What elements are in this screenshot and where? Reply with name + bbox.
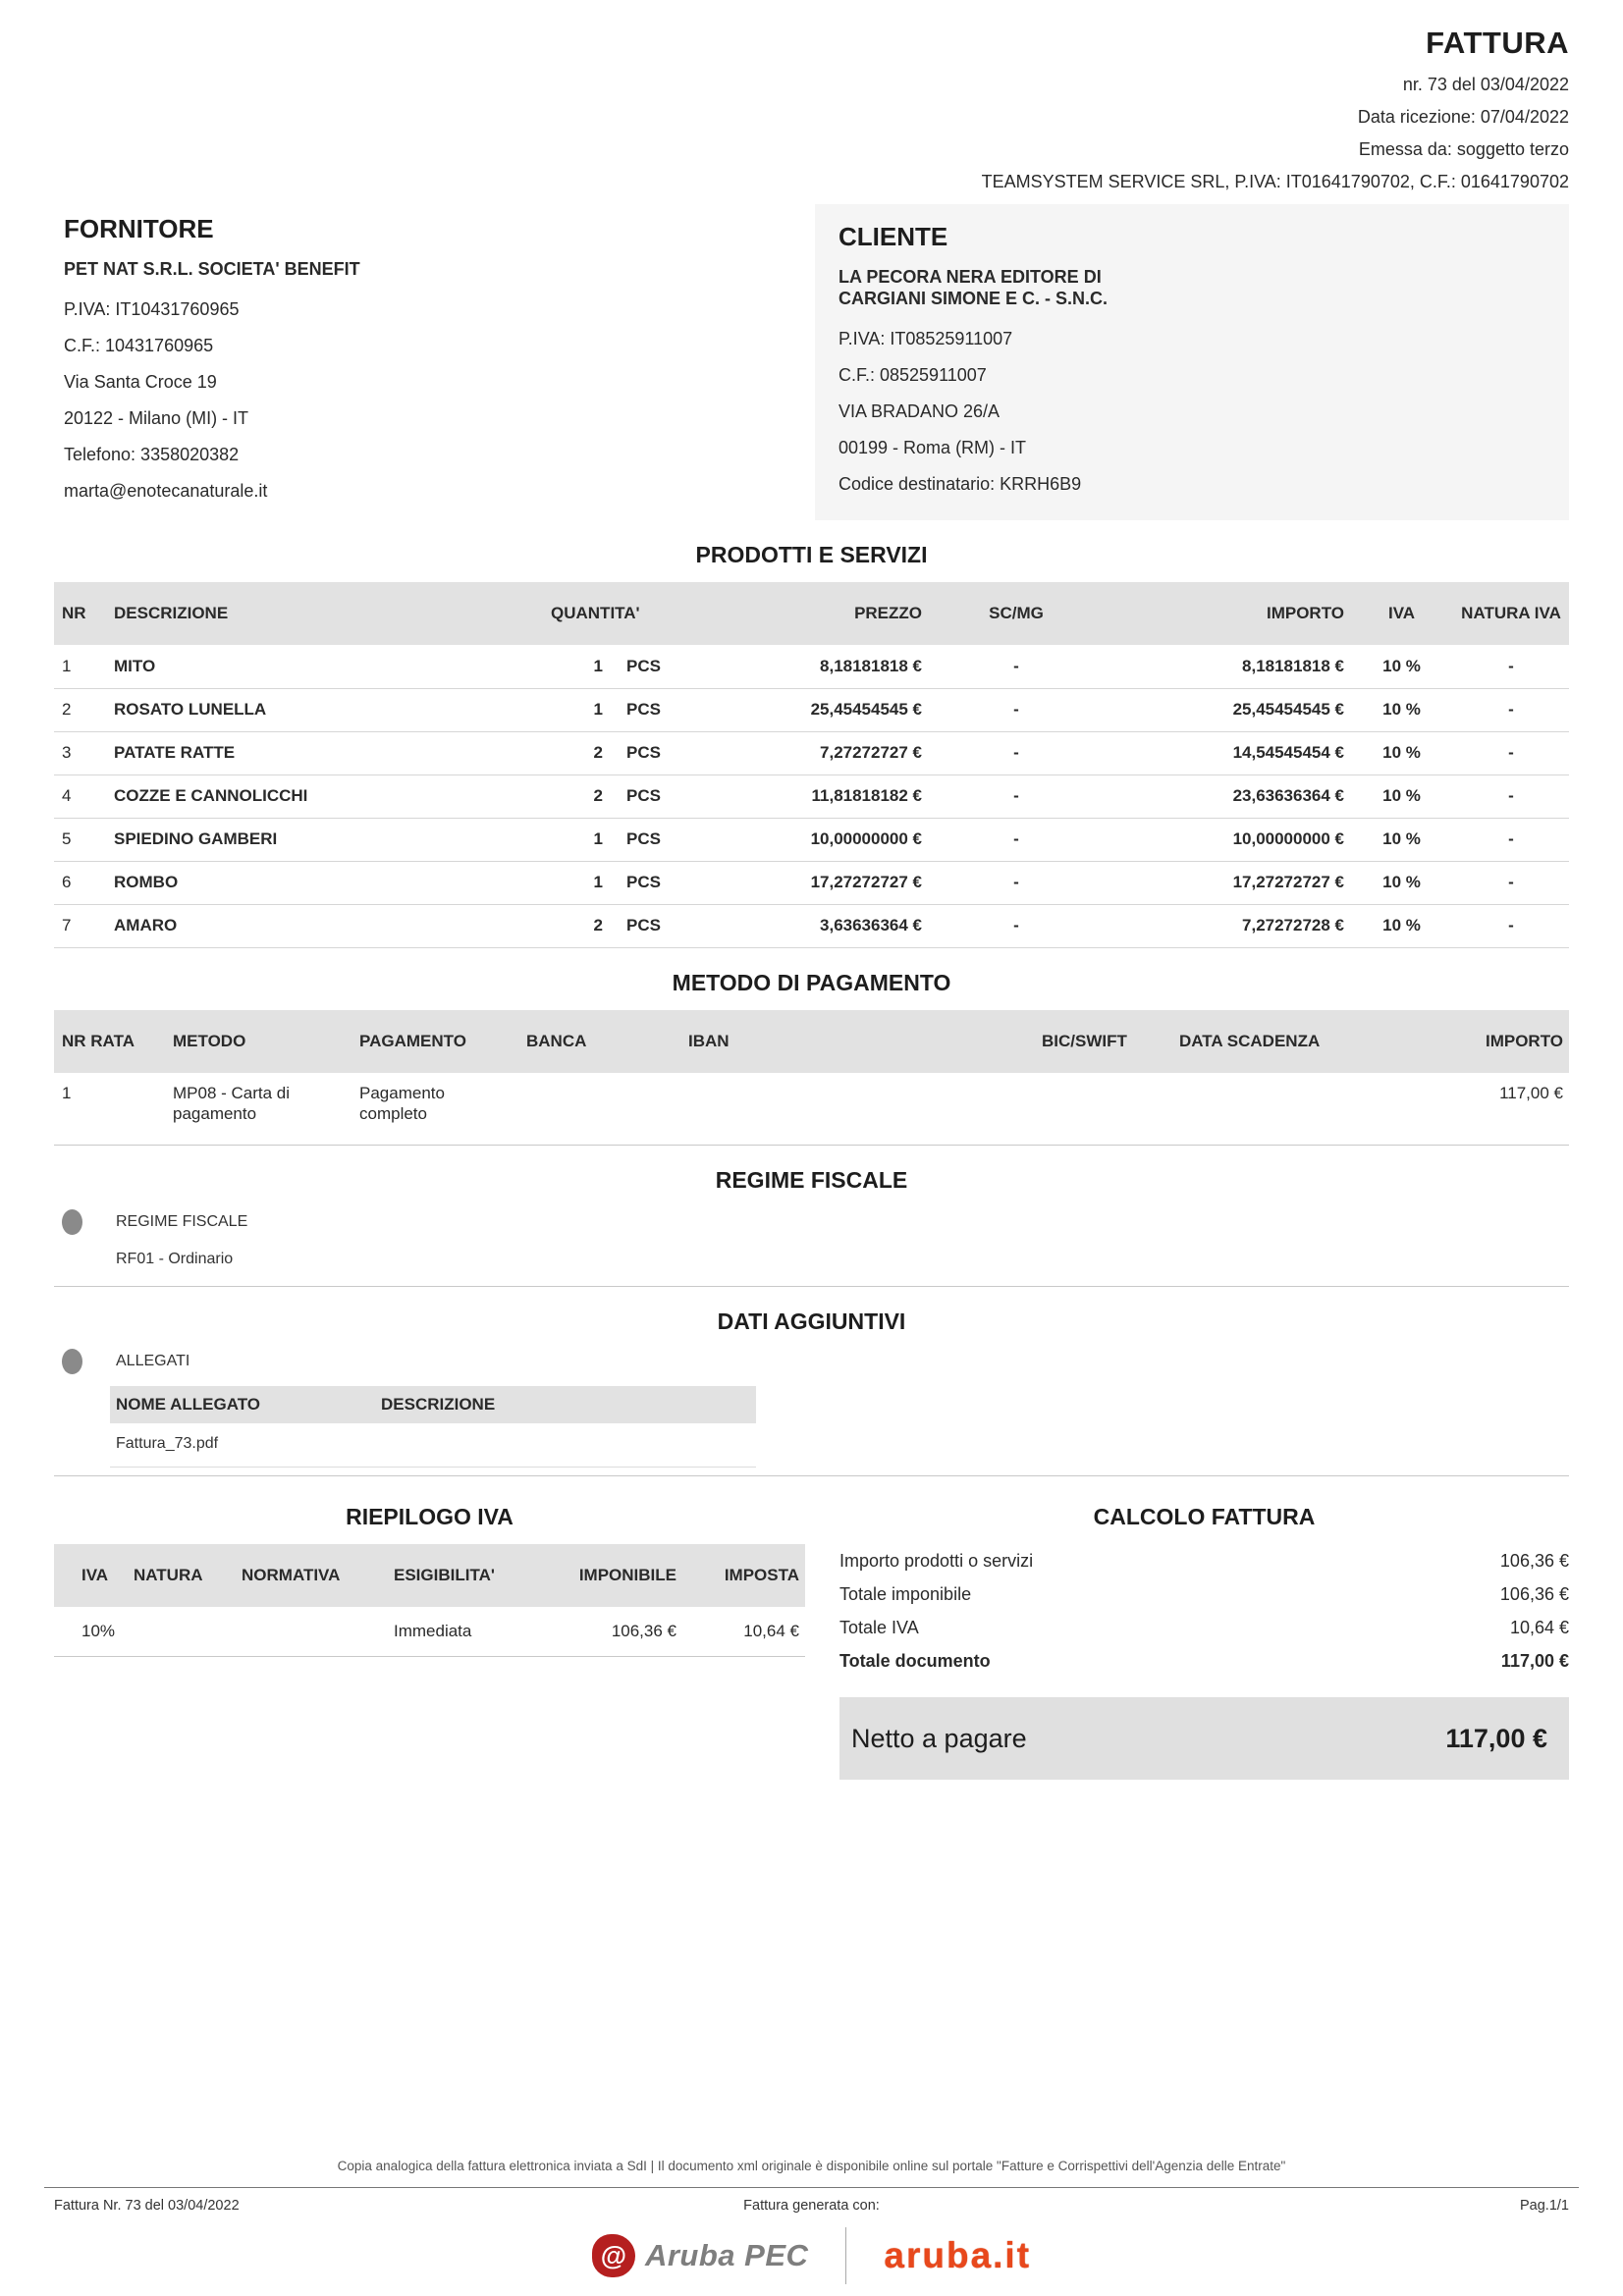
cell-iva: 10 %	[1350, 904, 1453, 947]
col-riep-imposta: IMPOSTA	[682, 1544, 805, 1607]
riepilogo-table	[54, 1544, 805, 1657]
page-footer	[0, 2159, 1623, 2290]
cell-um: PCS	[609, 731, 702, 774]
divider	[54, 1286, 1569, 1287]
col-quantita: QUANTITA'	[545, 582, 702, 645]
calc-value: 106,36 €	[1499, 1551, 1569, 1571]
netto-value: 117,00 €	[1445, 1723, 1547, 1753]
cell-nr: 3	[54, 731, 108, 774]
cell-importo: 10,00000000 €	[1105, 818, 1350, 861]
products-table	[54, 582, 1569, 948]
cell-riep-imposta: 10,64 €	[682, 1607, 805, 1656]
riepilogo-block	[54, 1486, 805, 1780]
dati-section-title: DATI AGGIUNTIVI	[717, 1308, 906, 1334]
col-iva: IVA	[1350, 582, 1453, 645]
cell-qta: 2	[545, 774, 609, 818]
fornitore-address: Via Santa Croce 19	[64, 372, 217, 392]
cell-scadenza	[1173, 1073, 1370, 1146]
cell-nr: 6	[54, 861, 108, 904]
cell-nr: 4	[54, 774, 108, 818]
cliente-codice-destinatario: Codice destinatario: KRRH6B9	[839, 474, 1082, 494]
cell-iva: 10 %	[1350, 645, 1453, 688]
cliente-block	[815, 204, 1569, 520]
calc-row-totale-iva	[839, 1611, 1569, 1644]
fornitore-city: 20122 - Milano (MI) - IT	[64, 408, 249, 428]
cliente-name: LA PECORA NERA EDITORE DI CARGIANI SIMONE E C. - S.N.C.	[839, 267, 1109, 308]
products-header-row	[54, 582, 1569, 645]
col-riep-normativa: NORMATIVA	[236, 1544, 388, 1607]
table-row	[54, 861, 1569, 904]
footer-page-number: Pag.1/1	[1520, 2198, 1569, 2214]
cell-nr: 5	[54, 818, 108, 861]
cell-bic	[1036, 1073, 1173, 1146]
issued-by-line: Emessa da: soggetto terzo	[1358, 139, 1569, 159]
cliente-title: CLIENTE	[839, 222, 948, 251]
calcolo-title: CALCOLO FATTURA	[1093, 1504, 1316, 1529]
payment-table	[54, 1010, 1569, 1147]
cell-qta: 2	[545, 904, 609, 947]
footer-disclaimer: Copia analogica della fattura elettronica inviata a SdI | Il documento xml originale è disponibile online sul portale "Fatture e Corrispettivi dell'Agenzia delle Entrate"	[337, 2159, 1286, 2173]
cell-riep-natura	[128, 1607, 236, 1656]
footer-invoice-ref: Fattura Nr. 73 del 03/04/2022	[54, 2198, 240, 2214]
col-riep-imponibile: IMPONIBILE	[550, 1544, 682, 1607]
cliente-cf: C.F.: 08525911007	[839, 365, 987, 385]
intermediary-line: TEAMSYSTEM SERVICE SRL, P.IVA: IT01641790702, C.F.: 01641790702	[981, 172, 1569, 191]
parties-section	[54, 204, 1569, 520]
doc-title: FATTURA	[1426, 26, 1569, 60]
cell-qta: 1	[545, 861, 609, 904]
cliente-address: VIA BRADANO 26/A	[839, 401, 1001, 421]
col-importo-pagamento: IMPORTO	[1370, 1010, 1569, 1073]
cell-importo: 25,45454545 €	[1105, 688, 1350, 731]
cell-natura: -	[1453, 688, 1569, 731]
col-nr-rata: NR RATA	[54, 1010, 167, 1073]
cell-scmg: -	[928, 861, 1105, 904]
cell-riep-iva: 10%	[54, 1607, 128, 1656]
cell-um: PCS	[609, 904, 702, 947]
riepilogo-title: RIEPILOGO IVA	[346, 1504, 514, 1529]
products-section-title: PRODOTTI E SERVIZI	[695, 542, 928, 567]
attachments-header-row	[110, 1386, 756, 1423]
cell-descrizione: PATATE RATTE	[108, 731, 545, 774]
cell-nr: 1	[54, 645, 108, 688]
col-riep-natura: NATURA	[128, 1544, 236, 1607]
cell-prezzo: 7,27272727 €	[702, 731, 928, 774]
col-descrizione-allegato: DESCRIZIONE	[375, 1386, 756, 1423]
calc-row-totale-documento	[839, 1644, 1569, 1678]
col-pagamento: PAGAMENTO	[353, 1010, 520, 1073]
cell-iban	[682, 1073, 1036, 1146]
cell-natura: -	[1453, 818, 1569, 861]
cell-natura: -	[1453, 645, 1569, 688]
cell-descrizione: ROSATO LUNELLA	[108, 688, 545, 731]
table-row	[54, 645, 1569, 688]
cell-iva: 10 %	[1350, 688, 1453, 731]
table-row	[54, 904, 1569, 947]
cell-um: PCS	[609, 688, 702, 731]
footer-logos	[0, 2221, 1623, 2290]
cell-nr-rata: 1	[54, 1073, 167, 1146]
calc-value: 10,64 €	[1509, 1618, 1569, 1637]
bottom-section	[54, 1486, 1569, 1780]
calc-label: Totale documento	[839, 1651, 991, 1671]
cell-um: PCS	[609, 818, 702, 861]
footer-generated-with: Fattura generata con:	[743, 2198, 880, 2214]
cell-scmg: -	[928, 904, 1105, 947]
col-iban: IBAN	[682, 1010, 1036, 1073]
cell-nr: 7	[54, 904, 108, 947]
footer-row	[0, 2188, 1623, 2219]
table-row	[54, 731, 1569, 774]
cell-descrizione: ROMBO	[108, 861, 545, 904]
calc-row-totale-imponibile	[839, 1577, 1569, 1611]
cell-prezzo: 10,00000000 €	[702, 818, 928, 861]
calc-value: 117,00 €	[1500, 1651, 1569, 1671]
cell-descrizione: SPIEDINO GAMBERI	[108, 818, 545, 861]
bullet-icon	[62, 1209, 82, 1235]
cell-riep-imponibile: 106,36 €	[550, 1607, 682, 1656]
regime-bullet-row	[62, 1209, 1569, 1235]
payment-row	[54, 1073, 1569, 1146]
fornitore-piva: P.IVA: IT10431760965	[64, 299, 240, 319]
cell-metodo: MP08 - Carta di pagamento	[167, 1073, 353, 1146]
calcolo-rows	[839, 1544, 1569, 1678]
fornitore-name: PET NAT S.R.L. SOCIETA' BENEFIT	[64, 259, 360, 279]
cell-importo: 8,18181818 €	[1105, 645, 1350, 688]
fornitore-cf: C.F.: 10431760965	[64, 336, 214, 355]
cell-importo: 17,27272727 €	[1105, 861, 1350, 904]
cell-scmg: -	[928, 774, 1105, 818]
divider	[54, 1475, 1569, 1476]
col-nome-allegato: NOME ALLEGATO	[110, 1386, 375, 1423]
calc-label: Totale imponibile	[839, 1584, 972, 1604]
cell-qta: 1	[545, 688, 609, 731]
allegati-label: ALLEGATI	[116, 1353, 190, 1369]
cell-riep-normativa	[236, 1607, 388, 1656]
netto-a-pagare-box	[839, 1697, 1569, 1780]
col-banca: BANCA	[520, 1010, 682, 1073]
cell-prezzo: 8,18181818 €	[702, 645, 928, 688]
table-row	[54, 688, 1569, 731]
col-data-scadenza: DATA SCADENZA	[1173, 1010, 1370, 1073]
cell-natura: -	[1453, 774, 1569, 818]
cell-um: PCS	[609, 774, 702, 818]
cell-descrizione: AMARO	[108, 904, 545, 947]
col-nr: NR	[54, 582, 108, 645]
riepilogo-row	[54, 1607, 805, 1656]
calc-row-importo-prodotti	[839, 1544, 1569, 1577]
aruba-it-logo: aruba.it	[884, 2235, 1032, 2275]
cell-qta: 1	[545, 818, 609, 861]
reception-date-line: Data ricezione: 07/04/2022	[1357, 107, 1569, 127]
calcolo-block	[839, 1486, 1569, 1780]
cliente-piva: P.IVA: IT08525911007	[839, 329, 1013, 348]
payment-section-title: METODO DI PAGAMENTO	[672, 969, 951, 995]
invoice-number-line: nr. 73 del 03/04/2022	[1402, 75, 1569, 94]
cell-scmg: -	[928, 818, 1105, 861]
cell-descrizione: MITO	[108, 645, 545, 688]
table-row	[54, 774, 1569, 818]
col-natura-iva: NATURA IVA	[1453, 582, 1569, 645]
cell-natura: -	[1453, 904, 1569, 947]
aruba-at-icon: @	[592, 2234, 635, 2277]
cell-iva: 10 %	[1350, 818, 1453, 861]
cell-nr: 2	[54, 688, 108, 731]
cell-pagamento: Pagamento completo	[353, 1073, 520, 1146]
divider-short	[110, 1467, 756, 1468]
col-descrizione: DESCRIZIONE	[108, 582, 545, 645]
col-prezzo: PREZZO	[702, 582, 928, 645]
cell-iva: 10 %	[1350, 861, 1453, 904]
cell-prezzo: 17,27272727 €	[702, 861, 928, 904]
fornitore-email: marta@enotecanaturale.it	[64, 481, 268, 501]
cell-scmg: -	[928, 688, 1105, 731]
bullet-icon	[62, 1349, 82, 1374]
doc-header	[54, 26, 1569, 198]
calc-label: Importo prodotti o servizi	[839, 1551, 1034, 1571]
cell-importo: 23,63636364 €	[1105, 774, 1350, 818]
calc-value: 106,36 €	[1499, 1584, 1569, 1604]
col-importo: IMPORTO	[1105, 582, 1350, 645]
col-riep-esigibilita: ESIGIBILITA'	[388, 1544, 550, 1607]
payment-header-row	[54, 1010, 1569, 1073]
cliente-city: 00199 - Roma (RM) - IT	[839, 438, 1027, 457]
cell-iva: 10 %	[1350, 774, 1453, 818]
cell-importo-pagamento: 117,00 €	[1370, 1073, 1569, 1146]
fornitore-block	[54, 204, 761, 520]
cell-natura: -	[1453, 731, 1569, 774]
col-bic-swift: BIC/SWIFT	[1036, 1010, 1173, 1073]
attachments-table	[110, 1386, 756, 1423]
cell-iva: 10 %	[1350, 731, 1453, 774]
table-row	[54, 818, 1569, 861]
regime-value: RF01 - Ordinario	[116, 1251, 234, 1267]
cell-banca	[520, 1073, 682, 1146]
cell-descrizione: COZZE E CANNOLICCHI	[108, 774, 545, 818]
logo-divider	[845, 2227, 846, 2284]
cell-importo: 14,54545454 €	[1105, 731, 1350, 774]
col-scmg: SC/MG	[928, 582, 1105, 645]
cell-um: PCS	[609, 645, 702, 688]
cell-prezzo: 3,63636364 €	[702, 904, 928, 947]
cell-prezzo: 25,45454545 €	[702, 688, 928, 731]
cell-scmg: -	[928, 645, 1105, 688]
fornitore-title: FORNITORE	[64, 214, 214, 243]
cell-riep-esigibilita: Immediata	[388, 1607, 550, 1656]
cell-scmg: -	[928, 731, 1105, 774]
regime-label: REGIME FISCALE	[116, 1213, 248, 1230]
cell-prezzo: 11,81818182 €	[702, 774, 928, 818]
col-metodo: METODO	[167, 1010, 353, 1073]
col-riep-iva: IVA	[54, 1544, 128, 1607]
calc-label: Totale IVA	[839, 1618, 919, 1637]
netto-label: Netto a pagare	[851, 1723, 1027, 1753]
cell-importo: 7,27272728 €	[1105, 904, 1350, 947]
aruba-pec-logo	[592, 2234, 808, 2277]
aruba-pec-label: Aruba PEC	[644, 2238, 809, 2272]
cell-qta: 2	[545, 731, 609, 774]
fornitore-phone: Telefono: 3358020382	[64, 445, 240, 464]
cell-um: PCS	[609, 861, 702, 904]
cell-qta: 1	[545, 645, 609, 688]
cell-natura: -	[1453, 861, 1569, 904]
regime-section-title: REGIME FISCALE	[715, 1167, 908, 1193]
allegati-bullet-row	[62, 1349, 1569, 1374]
attachment-filename: Fattura_73.pdf	[116, 1435, 219, 1452]
riepilogo-header-row	[54, 1544, 805, 1607]
